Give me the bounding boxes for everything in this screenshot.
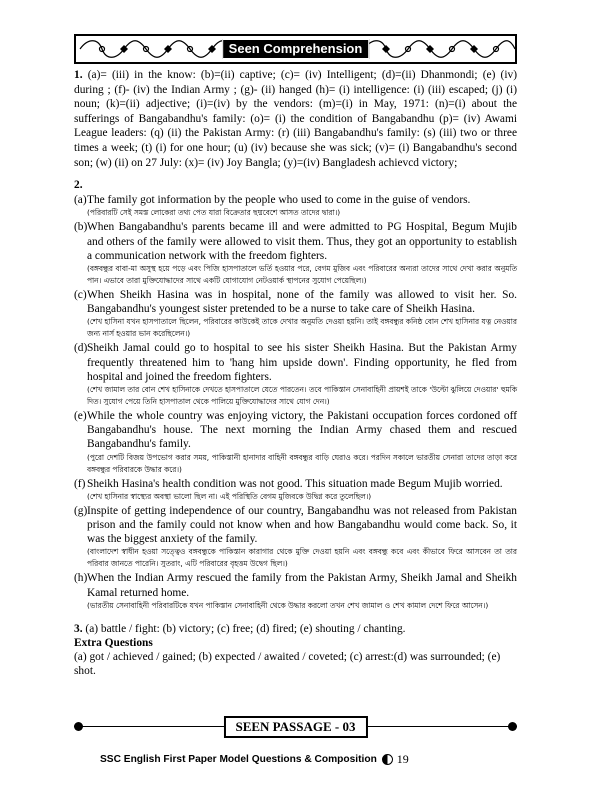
answer-2-item <box>74 504 517 571</box>
section-title: Seen Comprehension <box>222 39 370 59</box>
page-content <box>74 34 517 678</box>
answer-2-item <box>74 341 517 408</box>
item-bangla: (শেখ হাসিনা যখন হাসপাতালে ছিলেন, পরিবারের কাউকেই তাকে দেখার অনুমতি দেওয়া হয়নি। তাই বঙ্গবন্ধুর কনিষ্ঠ বোন শেখ হাসিনার যত্ন নেওয়ার জন্য নার্স হওয়ার ভান করেছিলেন।) <box>87 317 517 339</box>
item-english: When Sheikh Hasina was in hospital, none of the family was allowed to visit her. So. Bangabandhu's youngest sister pretended to be a nurse to take care of Sheikh Hasina. <box>87 288 517 316</box>
book-title: SSC English First Paper Model Questions & Composition <box>100 754 377 765</box>
answer-2-item <box>74 477 517 503</box>
item-bangla: (বাংলাদেশ স্বাধীন হওয়া সত্ত্বেও বঙ্গবন্ধুকে পাকিস্তান কারাগার থেকে মুক্তি দেওয়া হয়নি এবং বঙ্গবন্ধু কবে এবং কীভাবে ফিরে আসবেন তা তার পরিবার জানতে পারেনি। সুতরাং, এটি পরিবারের বৃহত্তম উদ্বেগ ছিল।) <box>87 547 517 569</box>
answer-3-number: 3. <box>74 622 83 635</box>
bullet-dot-icon <box>508 722 517 731</box>
page-number: 19 <box>396 752 409 766</box>
item-label: (a) <box>74 194 87 207</box>
item-label: (f) <box>74 477 86 490</box>
item-label: (c) <box>74 288 87 301</box>
half-circle-icon <box>382 754 393 765</box>
item-bangla: (শেখ হাসিনার স্বাস্থ্যের অবস্থা ভালো ছিল না। এই পরিস্থিতি বেগম মুজিবকে উদ্বিগ্ন করে তুলেছিল।) <box>87 491 372 501</box>
answer-3-text: (a) battle / fight: (b) victory; (c) free; (d) fired; (e) shouting / chanting. <box>85 622 406 635</box>
passage-label: SEEN PASSAGE - 03 <box>223 716 367 738</box>
answer-2-item <box>74 571 517 611</box>
answer-1-number: 1. <box>74 69 83 81</box>
item-label: (e) <box>74 409 87 422</box>
item-bangla: (বঙ্গবন্ধুর বাবা-মা অসুস্থ হয়ে পড়ে এবং পিজি হাসপাতালে ভর্তি হওয়ার পরে, বেগম মুজিব এবং পরিবারের অন্যরা তাদের সাথে দেখা করার অনুমতি পান। এভাবে তারা মুক্তিযোদ্ধাদের সাথে একটি যোগাযোগ নেটওয়ার্ক স্থাপনের সুযোগ পেয়েছিল।) <box>87 263 517 285</box>
item-bangla: (পরিবারটি সেই সমস্ত লোকেরা তথ্য পেত যারা বিক্রেতার ছদ্মবেশে আসত তাদের দ্বারা।) <box>87 208 341 218</box>
bullet-dot-icon <box>74 722 83 731</box>
item-english: Sheikh Jamal could go to hospital to see his sister Sheikh Hasina. But the Pakistan Army frequently threatened him to 'hang him upside down'. Finding opportunity, he fled from hospital and joined the freedom fighters. <box>87 342 517 383</box>
item-label: (d) <box>74 342 88 355</box>
answer-2-number: 2. <box>74 179 83 192</box>
section-banner <box>74 34 517 64</box>
item-label: (b) <box>74 221 88 234</box>
answer-2-item <box>74 220 517 287</box>
page-footer <box>100 752 520 767</box>
item-english: Sheikh Hasina's health condition was not good. This situation made Begum Mujib worried. <box>87 477 503 490</box>
item-label: (h) <box>74 572 88 585</box>
answer-2-item <box>74 288 517 340</box>
answer-2-item <box>74 409 517 476</box>
answer-2-list <box>74 193 517 612</box>
answer-3 <box>74 622 517 636</box>
item-english: When Bangabandhu's parents became ill and were admitted to PG Hospital, Begum Mujib and others of the family were allowed to visit them. Thus, they got an opportunity to establish a communication network with the freedom fighters. <box>87 221 517 262</box>
item-bangla: (পুরো দেশটি বিজয় উপভোগ করার সময়, পাকিস্তানী হানাদার বাহিনী বঙ্গবন্ধুর বাড়ি ঘেরাও করে। পরদিন সকালে ভারতীয় সেনারা তাদের তাড়া করে বঙ্গবন্ধুর পরিবারকে উদ্ধার করে।) <box>87 452 517 474</box>
item-label: (g) <box>74 504 88 517</box>
item-bangla: (শেখ জামাল তার বোন শেখ হাসিনাকে দেখতে হাসপাতালে যেতে পারতেন। তবে পাকিস্তান সেনাবাহিনী প্রায়শই তাকে 'উল্টো ঝুলিয়ে দেওয়ার' হুমকি দিত। সুযোগ পেয়ে তিনি হাসপাতাল থেকে পালিয়ে মুক্তিযোদ্ধাদের সাথে যোগ দেন।) <box>87 384 517 406</box>
item-english: The family got information by the people who used to come in the guise of vendors. <box>87 194 471 207</box>
answer-2-item <box>74 193 517 219</box>
answer-1-text: (a)= (iii) in the know: (b)=(ii) captive; (c)= (iv) Intelligent; (d)=(ii) Dhanmondi; (e) (iv) during ; (f)- (iv) the Indian Army ; (g)- (ii) hanged (h)= (i) intelligence: (i) (iii) escaped; (j) (i) noun; (k)=(ii) adjective; (i)=(iv) by the vendors: (m)=(i) in May, 1971: (n)=(i) about the sufferings of Bangabandhu's family: (o)= (i) the condition of Bangabandhu (p)= (iv) Awami League leaders: (q) (ii) the Pakistan Army: (r) (iii) Bangabandhu's family: (s) (iii) two or three times a week; (t) (i) for one hour; (u) (iv) because she was sick; (v)= (i) Bangabandhu's second son; (w) (ii) on 27 July: (x)= (iv) Joy Bangla; (y)=(iv) Bangladesh achievcd victory; <box>74 69 517 169</box>
item-english: When the Indian Army rescued the family from the Pakistan Army, Sheikh Jamal and Sheikh Kamal returned home. <box>87 572 517 599</box>
item-bangla: (ভারতীয় সেনাবাহিনী পরিবারটিকে যখন পাকিস্তান সেনাবাহিনী থেকে উদ্ধার করলো তখন শেখ জামাল ও শেখ কামাল দেশে ফিরে আসেন।) <box>87 600 489 610</box>
item-english: While the whole country was enjoying victory, the Pakistani occupation forces cordoned off Bangabandhu's house. The next morning the Indian Army chased them and rescued Bangabandhu's family. <box>87 409 517 451</box>
passage-divider <box>74 716 517 738</box>
extra-questions-heading: Extra Questions <box>74 636 153 649</box>
extra-questions-text: (a) got / achieved / gained; (b) expected / awaited / coveted; (c) arrest:(d) was surrounded; (e) shot. <box>74 650 501 677</box>
answer-1 <box>74 68 517 170</box>
item-english: Inspite of getting independence of our country, Bangabandhu was not released from Pakistan prison and the family could not know when and how Bangabandhu would come back. So, it was the biggest anxiety of the family. <box>87 504 517 546</box>
